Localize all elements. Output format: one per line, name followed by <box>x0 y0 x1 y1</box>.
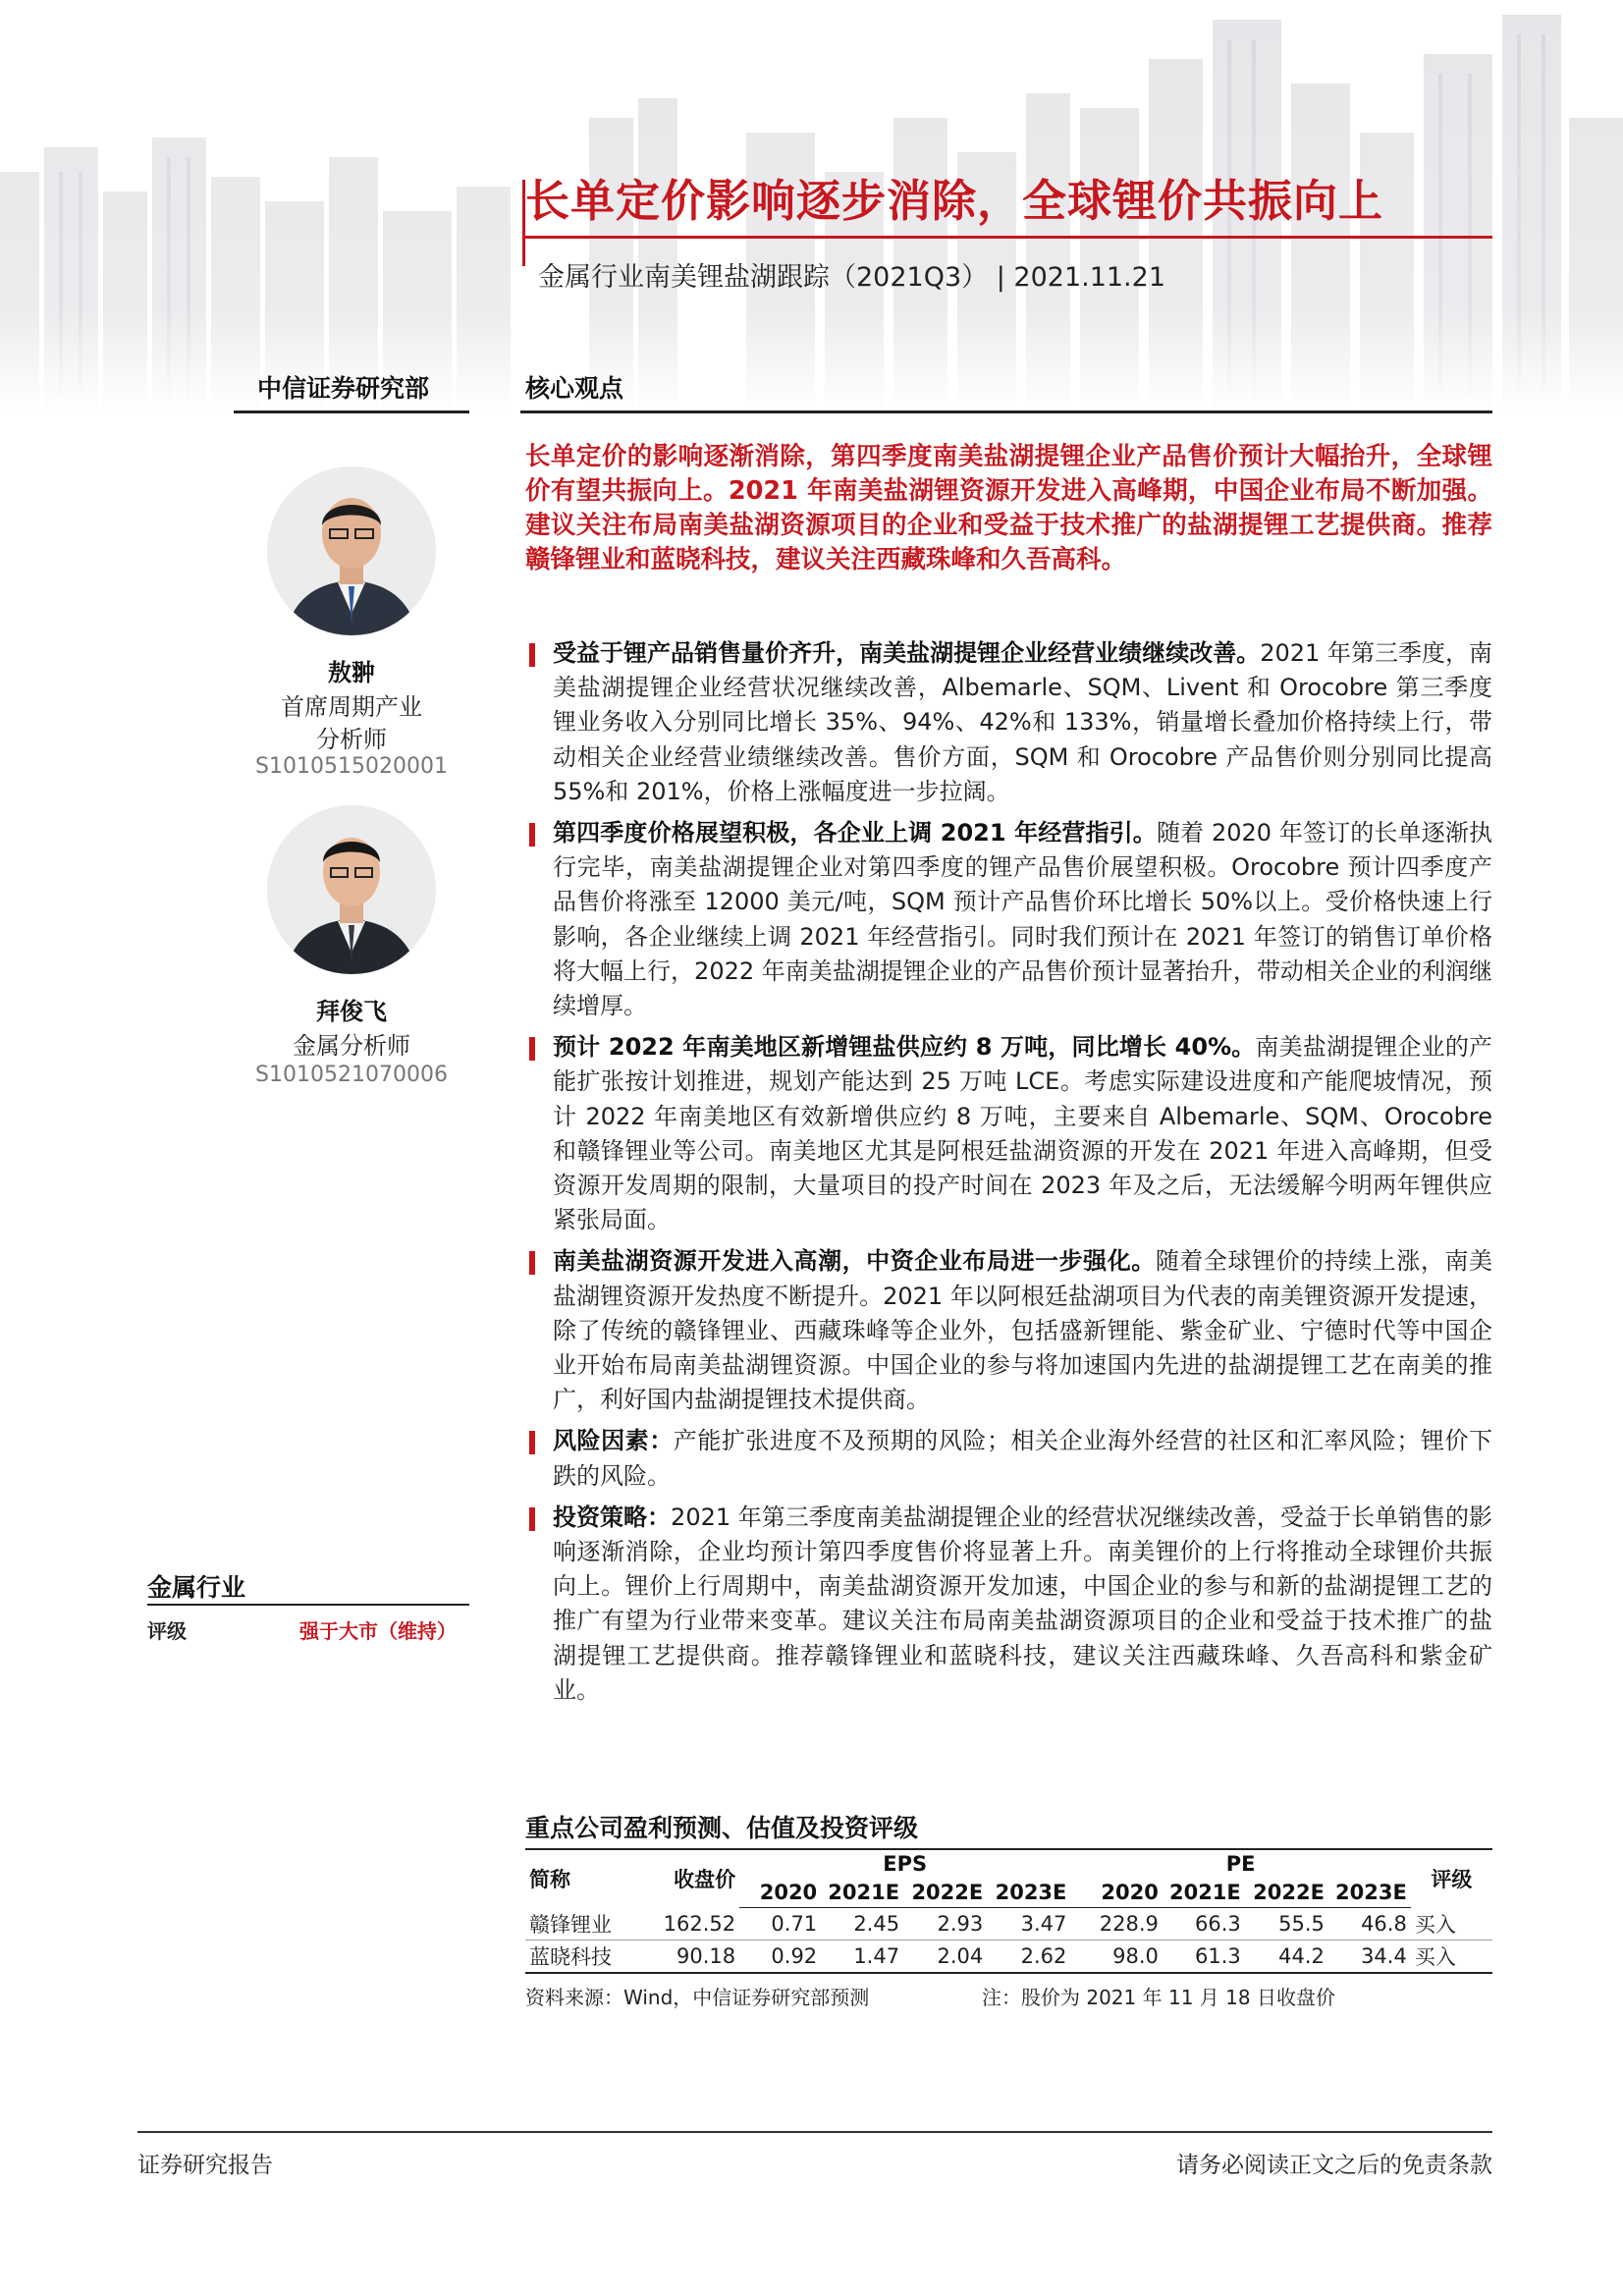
header-year: 2022E <box>1245 1878 1328 1908</box>
report-subtitle: 金属行业南美锂盐湖跟踪（2021Q3） | 2021.11.21 <box>538 262 1165 293</box>
table-source: 资料来源：Wind，中信证券研究部预测 <box>525 1986 870 2009</box>
key-point-lead: 第四季度价格展望积极，各企业上调 2021 年经营指引。 <box>553 819 1157 847</box>
bullet-marker-icon <box>529 823 535 847</box>
header-pe: PE <box>1070 1849 1410 1878</box>
bullet-marker-icon <box>529 1251 535 1275</box>
forecast-table <box>525 1848 1492 1974</box>
key-point-lead: 南美盐湖资源开发进入高潮，中资企业布局进一步强化。 <box>553 1247 1156 1276</box>
cell-pe: 46.8 <box>1328 1908 1411 1941</box>
cell-name: 赣锋锂业 <box>525 1908 637 1941</box>
cell-eps: 2.45 <box>821 1908 903 1941</box>
cell-pe: 34.4 <box>1328 1941 1411 1974</box>
cell-eps: 2.93 <box>903 1908 987 1941</box>
analyst-title: 首席周期产业 <box>281 693 422 721</box>
analyst-title: 金属分析师 <box>293 1032 410 1060</box>
analyst-avatar <box>267 805 436 974</box>
summary-paragraph: 长单定价的影响逐渐消除，第四季度南美盐湖提锂企业产品售价预计大幅抬升，全球锂价有望共振向上。2021 年南美盐湖锂资源开发进入高峰期，中国企业布局不断加强。建议关注布局南美盐湖资源项目的企业和受益于技术推广的盐湖提锂工艺提供商。推荐赣锋锂业和蓝晓科技，建议关注西藏珠峰和久吾高科。 <box>525 442 1492 574</box>
key-point <box>525 1030 1492 1237</box>
key-point <box>525 636 1492 809</box>
title-underline <box>525 236 1492 239</box>
header-eps: EPS <box>739 1849 1070 1878</box>
table-note: 注：股价为 2021 年 11 月 18 日收盘价 <box>982 1986 1335 2009</box>
analyst-avatar <box>267 466 436 635</box>
cell-pe: 66.3 <box>1163 1908 1245 1941</box>
section-heading: 核心观点 <box>525 374 624 403</box>
bullet-marker-icon <box>529 1507 535 1531</box>
header-year: 2023E <box>1328 1878 1411 1908</box>
cell-eps: 2.62 <box>987 1941 1070 1974</box>
cell-eps: 0.92 <box>739 1941 821 1974</box>
cell-pe: 55.5 <box>1245 1908 1328 1941</box>
key-point-lead: 投资策略： <box>553 1503 672 1531</box>
cell-eps: 0.71 <box>739 1908 821 1941</box>
report-title: 长单定价影响逐步消除，全球锂价共振向上 <box>525 175 1384 227</box>
header-price: 收盘价 <box>637 1849 739 1908</box>
header-year: 2020 <box>739 1878 821 1908</box>
analyst-title: 分析师 <box>316 726 387 753</box>
cell-pe: 98.0 <box>1070 1941 1162 1974</box>
key-point-lead: 受益于锂产品销售量价齐升，南美盐湖提锂企业经营业绩继续改善。 <box>553 639 1261 667</box>
key-point-body: 2021 年第三季度南美盐湖提锂企业的经营状况继续改善，受益于长单销售的影响逐渐消除，企业均预计第四季度售价将显著上升。南美锂价的上行将推动全球锂价共振向上。锂价上行周期中，南美盐湖资源开发加速，中国企业的参与和新的盐湖提锂工艺的推广有望为行业带来变革。建议关注布局南美盐湖资源项目的企业和受益于技术推广的盐湖提锂工艺提供商。推荐赣锋锂业和蓝晓科技，建议关注西藏珠峰、久吾高科和紫金矿业。 <box>553 1503 1492 1704</box>
footer-rule <box>137 2131 1492 2133</box>
header-rating: 评级 <box>1411 1849 1492 1908</box>
cell-pe: 61.3 <box>1163 1941 1245 1974</box>
header-year: 2020 <box>1070 1878 1162 1908</box>
bullet-marker-icon <box>529 1431 535 1454</box>
cell-rating: 买入 <box>1411 1908 1492 1941</box>
header-year: 2023E <box>987 1878 1070 1908</box>
key-point-body: 产能扩张进度不及预期的风险；相关企业海外经营的社区和汇率风险；锂价下跌的风险。 <box>553 1427 1492 1490</box>
bullet-marker-icon <box>529 643 535 667</box>
key-point <box>525 816 1492 1023</box>
sector-rule <box>147 1604 469 1606</box>
sector-label: 金属行业 <box>147 1573 246 1602</box>
header-year: 2021E <box>1163 1878 1245 1908</box>
cell-price: 90.18 <box>637 1941 739 1974</box>
rating-label: 评级 <box>147 1619 187 1643</box>
department-heading: 中信证券研究部 <box>257 374 430 403</box>
left-heading-rule <box>234 410 469 413</box>
key-point <box>525 1424 1492 1493</box>
key-point-lead: 风险因素： <box>553 1427 674 1455</box>
table-title: 重点公司盈利预测、估值及投资评级 <box>525 1814 919 1842</box>
analyst-name: 拜俊飞 <box>316 998 387 1025</box>
key-point-body: 南美盐湖提锂企业的产能扩张按计划推进，规划产能达到 25 万吨 LCE。考虑实际建设进度和产能爬坡情况，预计 2022 年南美地区有效新增供应约 8 万吨，主要来自 Albemarle、SQM、Orocobre 和赣锋锂业等公司。南美地区尤其是阿根廷盐湖资源的开发在 2021 年进入高峰期，但受资源开发周期的限制，大量项目的投产时间在 2023 年及之后，无法缓解今明两年锂供应紧张局面。 <box>553 1033 1493 1234</box>
key-points-list <box>525 636 1492 1715</box>
analyst-license-id: S1010515020001 <box>255 754 448 779</box>
cell-eps: 3.47 <box>987 1908 1070 1941</box>
key-point <box>525 1244 1492 1417</box>
cell-pe: 228.9 <box>1070 1908 1162 1941</box>
analyst-name: 敖翀 <box>328 659 375 686</box>
table-row <box>525 1941 1492 1974</box>
cell-eps: 1.47 <box>821 1941 903 1974</box>
header-year: 2021E <box>821 1878 903 1908</box>
key-point-body: 随着 2020 年签订的长单逐渐执行完毕，南美盐湖提锂企业对第四季度的锂产品售价展望积极。Orocobre 预计四季度产品售价将涨至 12000 美元/吨，SQM 预计产品售价环比增长 50%以上。受价格快速上行影响，各企业继续上调 2021 年经营指引。同时我们预计在 2021 年签订的销售订单价格将大幅上行，2022 年南美盐湖提锂企业的产品售价预计显著抬升，带动相关企业的利润继续增厚。 <box>553 819 1492 1020</box>
cell-pe: 44.2 <box>1245 1941 1328 1974</box>
table-row <box>525 1908 1492 1941</box>
analyst-license-id: S1010521070006 <box>255 1063 448 1087</box>
cell-eps: 2.04 <box>903 1941 987 1974</box>
cell-price: 162.52 <box>637 1908 739 1941</box>
footer-left: 证券研究报告 <box>137 2153 273 2178</box>
key-point-body: 2021 年第三季度，南美盐湖提锂企业经营状况继续改善，Albemarle、SQM、Livent 和 Orocobre 第三季度锂业务收入分别同比增长 35%、94%、42%和 133%，销量增长叠加价格持续上行，带动相关企业经营业绩继续改善。售价方面，SQM 和 Orocobre 产品售价则分别同比提高 55%和 201%，价格上涨幅度进一步拉阔。 <box>553 639 1492 805</box>
footer-right: 请务必阅读正文之后的免责条款 <box>1176 2153 1492 2178</box>
rating-value: 强于大市（维持） <box>299 1619 457 1643</box>
key-point-lead: 预计 2022 年南美地区新增锂盐供应约 8 万吨，同比增长 40%。 <box>553 1033 1256 1062</box>
cell-name: 蓝晓科技 <box>525 1941 637 1974</box>
key-point <box>525 1501 1492 1708</box>
cell-rating: 买入 <box>1411 1941 1492 1974</box>
bullet-marker-icon <box>529 1037 535 1061</box>
right-heading-rule <box>520 410 1492 413</box>
header-name: 简称 <box>525 1849 637 1908</box>
header-year: 2022E <box>903 1878 987 1908</box>
key-point-body: 随着全球锂价的持续上涨，南美盐湖锂资源开发热度不断提升。2021 年以阿根廷盐湖项目为代表的南美锂资源开发提速，除了传统的赣锋锂业、西藏珠峰等企业外，包括盛新锂能、紫金矿业、宁德时代等中国企业开始布局南美盐湖锂资源。中国企业的参与将加速国内先进的盐湖提锂工艺在南美的推广，利好国内盐湖提锂技术提供商。 <box>553 1247 1493 1414</box>
